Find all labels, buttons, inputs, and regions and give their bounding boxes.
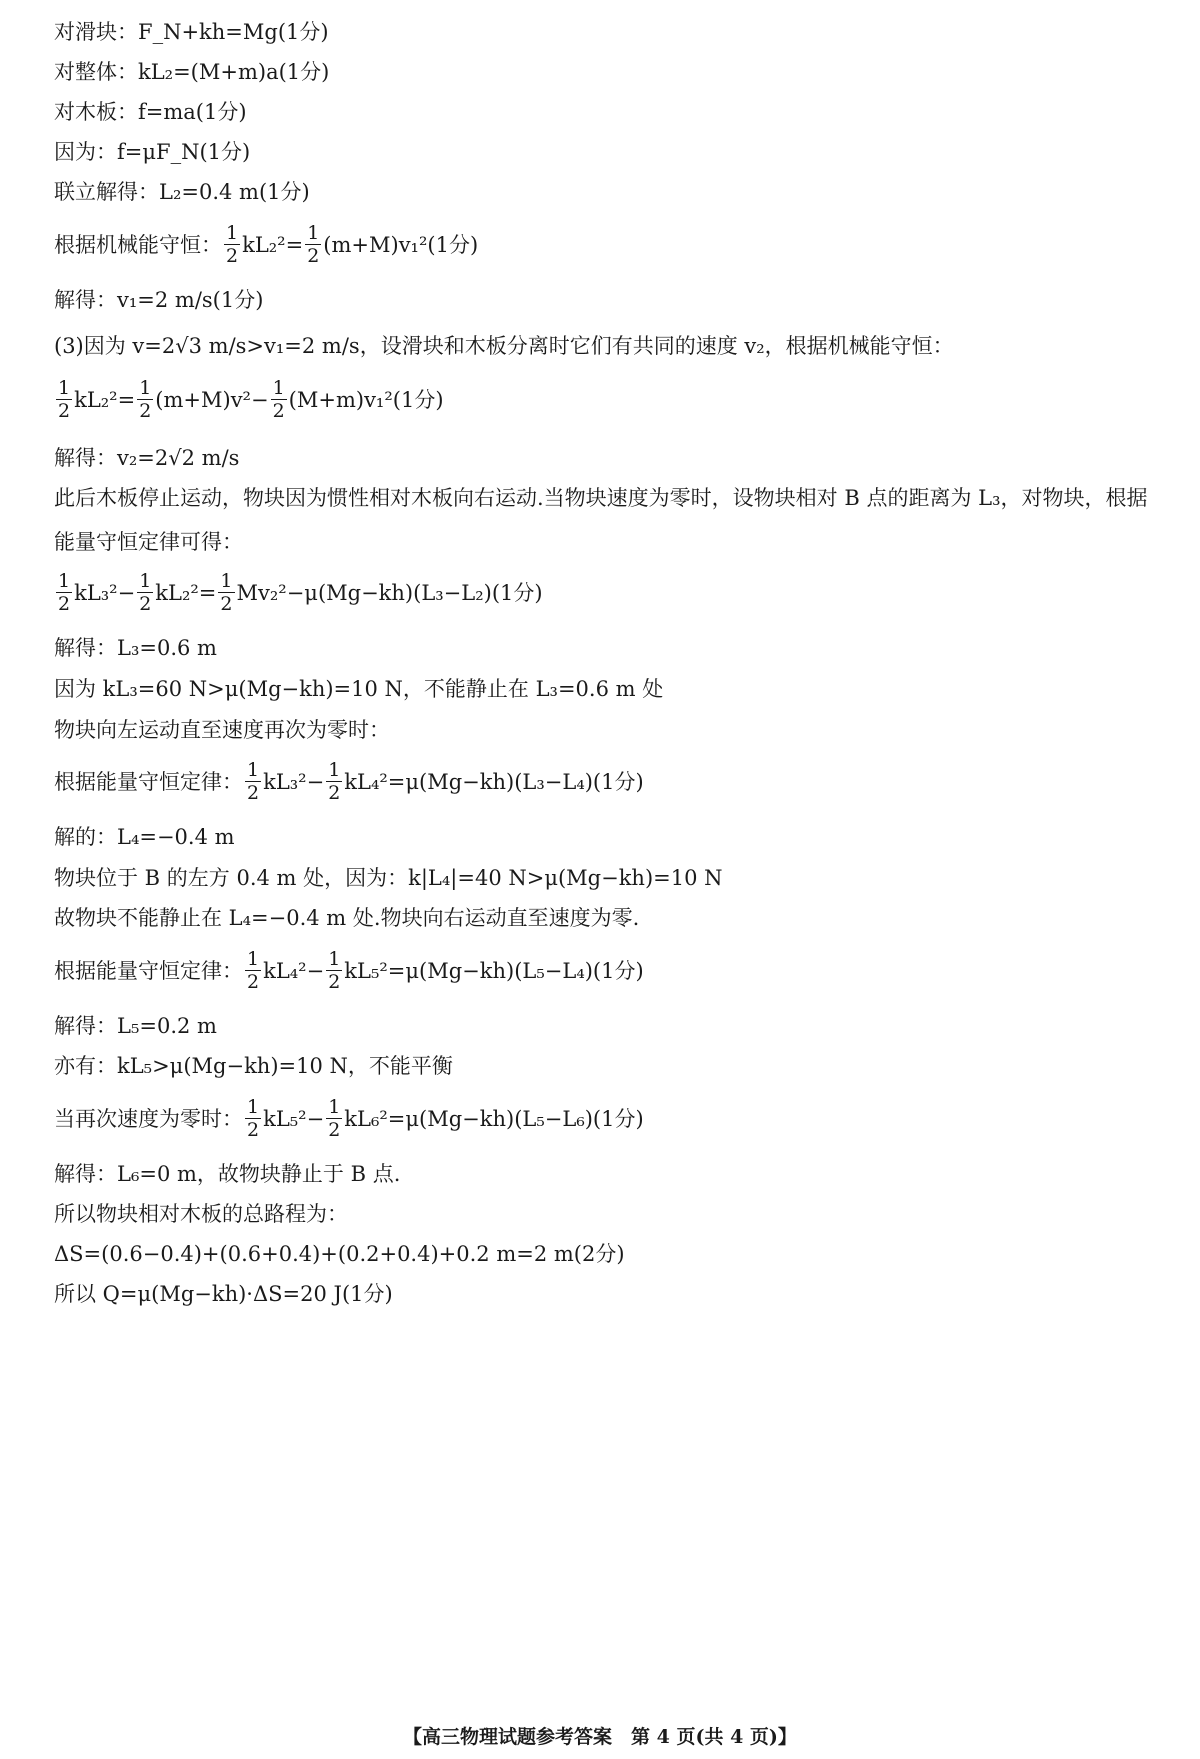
equation-energy-2 <box>54 377 444 422</box>
eq-term: kL₃²− <box>74 580 136 605</box>
text-line: 物块向左运动直至速度再次为零时： <box>54 718 390 742</box>
page-footer: 【高三物理试题参考答案 第 4 页(共 4 页)】 <box>403 1726 797 1748</box>
equation-energy-6 <box>54 1096 644 1141</box>
text-line: 解得：L₃=0.6 m <box>54 636 217 660</box>
eq-term: kL₄²=μ(Mg−kh)(L₃−L₄)(1分) <box>344 769 644 794</box>
fraction: $\frac{1}{2}$ <box>272 377 285 422</box>
eq-term: Mv₂²−μ(Mg−kh)(L₃−L₂)(1分) <box>236 580 543 605</box>
eq-term: kL₂²= <box>74 387 136 412</box>
text-line: 解得：L₆=0 m，故物块静止于 B 点. <box>54 1162 401 1186</box>
text-line: 对木板：f=ma(1分) <box>54 100 247 124</box>
text-line: 对整体：kL₂=(M+m)a(1分) <box>54 60 330 84</box>
fraction: $\frac{1}{2}$ <box>247 759 260 804</box>
fraction: $\frac{1}{2}$ <box>58 570 71 615</box>
fraction: $\frac{1}{2}$ <box>139 570 152 615</box>
text-line: 解得：L₅=0.2 m <box>54 1014 217 1038</box>
fraction: $\frac{1}{2}$ <box>220 570 233 615</box>
text-line: 所以物块相对木板的总路程为： <box>54 1202 348 1226</box>
text-line: 解得：v₂=2√2 m/s <box>54 446 240 470</box>
fraction: $\frac{1}{2}$ <box>247 948 260 993</box>
text-line: 解的：L₄=−0.4 m <box>54 825 235 849</box>
text-line: 所以 Q=μ(Mg−kh)·ΔS=20 J(1分) <box>54 1282 393 1306</box>
fraction: $\frac{1}{2}$ <box>226 222 239 267</box>
fraction: $\frac{1}{2}$ <box>328 1096 341 1141</box>
text-line: 解得：v₁=2 m/s(1分) <box>54 288 264 312</box>
fraction: $\frac{1}{2}$ <box>139 377 152 422</box>
eq-term: (M+m)v₁²(1分) <box>288 387 444 412</box>
eq-prefix: 当再次速度为零时： <box>54 1106 243 1131</box>
text-line: 因为 kL₃=60 N>μ(Mg−kh)=10 N，不能静止在 L₃=0.6 m 处 <box>54 677 664 701</box>
text-line: ΔS=(0.6−0.4)+(0.6+0.4)+(0.2+0.4)+0.2 m=2 m(2分) <box>54 1242 625 1266</box>
text-line: 因为：f=μF_N(1分) <box>54 140 251 164</box>
text-line: (3)因为 v=2√3 m/s>v₁=2 m/s，设滑块和木板分离时它们有共同的速度 v₂，根据机械能守恒： <box>54 334 954 358</box>
eq-term: kL₃²− <box>263 769 325 794</box>
fraction: $\frac{1}{2}$ <box>328 948 341 993</box>
text-line: 对滑块：F_N+kh=Mg(1分) <box>54 20 329 44</box>
equation-energy-4 <box>54 759 644 804</box>
eq-term: (m+M)v₁²(1分) <box>323 232 479 257</box>
eq-term: kL₄²− <box>263 958 325 983</box>
eq-term: kL₂²= <box>155 580 217 605</box>
equation-energy-5 <box>54 948 644 993</box>
text-line: 故物块不能静止在 L₄=−0.4 m 处.物块向右运动直至速度为零. <box>54 906 640 930</box>
text-line: 物块位于 B 的左方 0.4 m 处，因为：k|L₄|=40 N>μ(Mg−kh)=10 N <box>54 866 723 890</box>
eq-term: kL₅²=μ(Mg−kh)(L₅−L₄)(1分) <box>344 958 644 983</box>
eq-prefix: 根据能量守恒定律： <box>54 958 243 983</box>
eq-prefix: 根据能量守恒定律： <box>54 769 243 794</box>
text-line: 联立解得：L₂=0.4 m(1分) <box>54 180 310 204</box>
fraction: $\frac{1}{2}$ <box>328 759 341 804</box>
eq-term: kL₂²= <box>242 232 304 257</box>
text-line: 亦有：kL₅>μ(Mg−kh)=10 N，不能平衡 <box>54 1054 453 1078</box>
eq-term: (m+M)v²− <box>155 387 269 412</box>
fraction: $\frac{1}{2}$ <box>307 222 320 267</box>
fraction: $\frac{1}{2}$ <box>58 377 71 422</box>
text-paragraph: 此后木板停止运动，物块因为惯性相对木板向右运动.当物块速度为零时，设物块相对 B 点的距离为 L₃，对物块，根据能量守恒定律可得： <box>54 486 1148 554</box>
eq-prefix: 根据机械能守恒： <box>54 232 222 257</box>
equation-energy-3 <box>54 570 543 615</box>
fraction: $\frac{1}{2}$ <box>247 1096 260 1141</box>
eq-term: kL₅²− <box>263 1106 325 1131</box>
eq-term: kL₆²=μ(Mg−kh)(L₅−L₆)(1分) <box>344 1106 644 1131</box>
equation-energy-1 <box>54 222 478 267</box>
